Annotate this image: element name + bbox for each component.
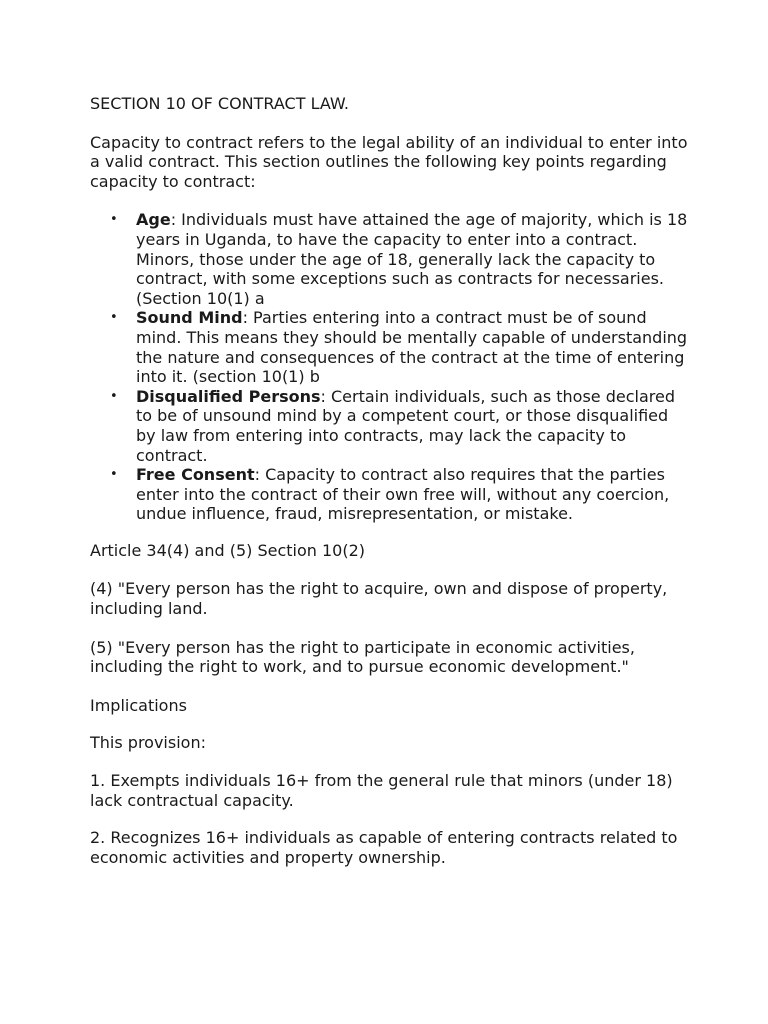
clause-5: (5) "Every person has the right to participate in economic activities, including the right to work, and to pursue economic development."	[90, 637, 635, 677]
point-text: : Certain individuals, such as those declared to be of unsound mind by a competent court, or those disqualified by law from entering into contracts, may lack the capacity to contract.	[136, 386, 675, 465]
bullet-icon: •	[110, 467, 118, 483]
bullet-icon: •	[110, 212, 118, 228]
bullet-icon: •	[110, 388, 118, 404]
implications-heading: Implications	[90, 695, 187, 715]
point-text: : Capacity to contract also requires that the parties enter into the contract of their own free will, without any coercion, undue influence, fraud, misrepresentation, or mistake.	[136, 465, 670, 524]
article-heading: Article 34(4) and (5) Section 10(2)	[90, 540, 366, 560]
list-item	[90, 387, 690, 465]
point-term: Age	[136, 210, 171, 230]
point-text: : Individuals must have attained the age of majority, which is 18 years in Uganda, to have the capacity to enter into a contract. Minors, those under the age of 18, generally lack the capacity to contract, with some exceptions such as contracts for necessaries. (Section 10(1) a	[136, 210, 688, 308]
point-term: Disqualified Persons	[136, 386, 321, 406]
list-item	[90, 210, 690, 308]
clause-4: (4) "Every person has the right to acquire, own and dispose of property, including land.	[90, 579, 668, 619]
document-page	[90, 94, 690, 885]
intro-paragraph: Capacity to contract refers to the legal ability of an individual to enter into a valid contract. This section outlines the following key points regarding capacity to contract:	[90, 132, 688, 191]
bullet-icon: •	[110, 310, 118, 326]
document-title: SECTION 10 OF CONTRACT LAW.	[90, 94, 349, 113]
capacity-points-list	[90, 210, 690, 524]
implication-item-1: 1. Exempts individuals 16+ from the general rule that minors (under 18) lack contractual capacity.	[90, 771, 673, 810]
point-text: : Parties entering into a contract must be of sound mind. This means they should be mentally capable of understanding the nature and consequences of the contract at the time of entering into it. (section 10(1) b	[136, 308, 688, 387]
provision-lead: This provision:	[90, 733, 206, 753]
point-term: Free Consent	[136, 465, 255, 485]
list-item	[90, 465, 690, 524]
implication-item-2: 2. Recognizes 16+ individuals as capable of entering contracts related to economic activities and property ownership.	[90, 828, 678, 867]
point-term: Sound Mind	[136, 308, 243, 328]
list-item	[90, 308, 690, 386]
